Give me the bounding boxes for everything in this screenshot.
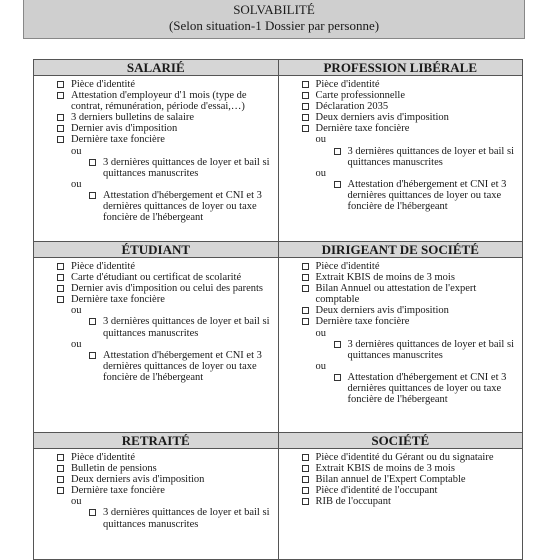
- checklist-item[interactable]: Bilan annuel de l'Expert Comptable: [279, 474, 523, 485]
- checklist-subitem[interactable]: Attestation d'hébergement et CNI et 3 dernières quittances de loyer ou taxe foncière de l'hébergeant: [34, 350, 278, 383]
- checkbox-icon[interactable]: [57, 274, 64, 281]
- checklist-item[interactable]: Deux derniers avis d'imposition: [34, 474, 278, 485]
- section-dirigeant: [278, 258, 523, 432]
- checkbox-icon[interactable]: [89, 509, 96, 516]
- checklist-item[interactable]: Pièce d'identité: [34, 452, 278, 463]
- section-title-retraite: RETRAITÉ: [34, 432, 278, 449]
- checklist-subitem[interactable]: 3 dernières quittances de loyer et bail si quittances manuscrites: [279, 339, 523, 361]
- or-label: ou: [315, 327, 326, 339]
- checklist-subitem[interactable]: 3 dernières quittances de loyer et bail si quittances manuscrites: [34, 507, 278, 529]
- checklist-item[interactable]: Dernière taxe foncière: [279, 316, 523, 327]
- checklist-item[interactable]: Pièce d'identité du Gérant ou du signataire: [279, 452, 523, 463]
- section-title-dirigeant: DIRIGEANT DE SOCIÉTÉ: [278, 241, 523, 258]
- checklist-item[interactable]: Dernière taxe foncière: [34, 485, 278, 496]
- or-label: ou: [71, 305, 82, 317]
- checklist-item[interactable]: Pièce d'identité: [279, 261, 523, 272]
- checkbox-icon[interactable]: [302, 81, 309, 88]
- checkbox-icon[interactable]: [57, 263, 64, 270]
- or-label: ou: [315, 134, 326, 146]
- checkbox-icon[interactable]: [57, 92, 64, 99]
- checkbox-icon[interactable]: [89, 192, 96, 199]
- checkbox-icon[interactable]: [57, 454, 64, 461]
- or-label: ou: [71, 338, 82, 350]
- checkbox-icon[interactable]: [57, 465, 64, 472]
- checkbox-icon[interactable]: [302, 285, 309, 292]
- header-row-3: [34, 432, 522, 449]
- checkbox-icon[interactable]: [302, 114, 309, 121]
- checklist-subitem[interactable]: 3 dernières quittances de loyer et bail si quittances manuscrites: [279, 146, 523, 168]
- checklist-subitem[interactable]: Attestation d'hébergement et CNI et 3 dernières quittances de loyer ou taxe foncière de l'hébergeant: [279, 179, 523, 212]
- checkbox-icon[interactable]: [89, 159, 96, 166]
- checkbox-icon[interactable]: [57, 136, 64, 143]
- checklist-item[interactable]: Carte professionnelle: [279, 90, 523, 101]
- checklist-subitem[interactable]: Attestation d'hébergement et CNI et 3 dernières quittances de loyer ou taxe foncière de l'hébergeant: [34, 190, 278, 223]
- checklist-item[interactable]: Dernière taxe foncière: [279, 123, 523, 134]
- checklist-item[interactable]: Déclaration 2035: [279, 101, 523, 112]
- checkbox-icon[interactable]: [57, 476, 64, 483]
- checklist-subitem[interactable]: 3 dernières quittances de loyer et bail si quittances manuscrites: [34, 157, 278, 179]
- checklist-item[interactable]: Extrait KBIS de moins de 3 mois: [279, 272, 523, 283]
- checkbox-icon[interactable]: [302, 92, 309, 99]
- checklist-item[interactable]: Pièce d'identité: [34, 261, 278, 272]
- checklist-item[interactable]: Attestation d'employeur d'1 mois (type de contrat, rémunération, période d'essai,…): [34, 90, 278, 112]
- body-row-2: [34, 258, 522, 432]
- checklist-item[interactable]: Pièce d'identité de l'occupant: [279, 485, 523, 496]
- or-label: ou: [71, 178, 82, 190]
- checkbox-icon[interactable]: [302, 274, 309, 281]
- checklist-item[interactable]: Bulletin de pensions: [34, 463, 278, 474]
- body-row-1: [34, 76, 522, 241]
- or-label: ou: [71, 496, 82, 508]
- checkbox-icon[interactable]: [89, 318, 96, 325]
- checklist-item[interactable]: RIB de l'occupant: [279, 496, 523, 507]
- checkbox-icon[interactable]: [334, 148, 341, 155]
- section-etudiant: [34, 258, 278, 432]
- or-label: ou: [71, 145, 82, 157]
- header-row-2: [34, 241, 522, 258]
- checklist-item[interactable]: Bilan Annuel ou attestation de l'expert comptable: [279, 283, 523, 305]
- section-title-societe: SOCIÉTÉ: [278, 432, 523, 449]
- checkbox-icon[interactable]: [302, 487, 309, 494]
- document-subtitle: (Selon situation-1 Dossier par personne): [168, 18, 380, 33]
- checkbox-icon[interactable]: [89, 352, 96, 359]
- checklist-item[interactable]: Pièce d'identité: [34, 79, 278, 90]
- body-row-3: [34, 449, 522, 559]
- checkbox-icon[interactable]: [57, 114, 64, 121]
- or-label: ou: [315, 167, 326, 179]
- checkbox-icon[interactable]: [57, 487, 64, 494]
- checkbox-icon[interactable]: [57, 285, 64, 292]
- section-title-salarie: SALARIÉ: [34, 60, 278, 76]
- header-row-1: [34, 60, 522, 76]
- checkbox-icon[interactable]: [334, 374, 341, 381]
- section-title-etudiant: ÉTUDIANT: [34, 241, 278, 258]
- checklist-item[interactable]: Carte d'étudiant ou certificat de scolarité: [34, 272, 278, 283]
- checkbox-icon[interactable]: [302, 125, 309, 132]
- checkbox-icon[interactable]: [302, 465, 309, 472]
- checkbox-icon[interactable]: [302, 307, 309, 314]
- checkbox-icon[interactable]: [334, 181, 341, 188]
- checklist-item[interactable]: Dernier avis d'imposition: [34, 123, 278, 134]
- checklist-item[interactable]: Dernier avis d'imposition ou celui des parents: [34, 283, 278, 294]
- section-salarie: [34, 76, 278, 241]
- checklist-item[interactable]: Pièce d'identité: [279, 79, 523, 90]
- checklist-subitem[interactable]: Attestation d'hébergement et CNI et 3 dernières quittances de loyer ou taxe foncière de l'hébergeant: [279, 372, 523, 405]
- section-profession: [278, 76, 523, 241]
- checkbox-icon[interactable]: [57, 296, 64, 303]
- checkbox-icon[interactable]: [302, 318, 309, 325]
- checkbox-icon[interactable]: [302, 263, 309, 270]
- checkbox-icon[interactable]: [302, 498, 309, 505]
- checklist-item[interactable]: 3 derniers bulletins de salaire: [34, 112, 278, 123]
- checklist-item[interactable]: Dernière taxe foncière: [34, 134, 278, 145]
- checkbox-icon[interactable]: [302, 103, 309, 110]
- section-societe: [278, 449, 523, 559]
- checkbox-icon[interactable]: [302, 454, 309, 461]
- checkbox-icon[interactable]: [57, 81, 64, 88]
- checklist-item[interactable]: Deux derniers avis d'imposition: [279, 305, 523, 316]
- checklist-item[interactable]: Deux derniers avis d'imposition: [279, 112, 523, 123]
- document-title: SOLVABILITÉ: [233, 2, 315, 17]
- section-retraite: [34, 449, 278, 559]
- document-header: [23, 0, 525, 39]
- checkbox-icon[interactable]: [302, 476, 309, 483]
- section-title-profession: PROFESSION LIBÉRALE: [278, 60, 523, 76]
- requirements-table: [33, 59, 523, 560]
- or-label: ou: [315, 360, 326, 372]
- checklist-item[interactable]: Dernière taxe foncière: [34, 294, 278, 305]
- checklist-subitem[interactable]: 3 dernières quittances de loyer et bail si quittances manuscrites: [34, 316, 278, 338]
- checkbox-icon[interactable]: [334, 341, 341, 348]
- checklist-item[interactable]: Extrait KBIS de moins de 3 mois: [279, 463, 523, 474]
- checkbox-icon[interactable]: [57, 125, 64, 132]
